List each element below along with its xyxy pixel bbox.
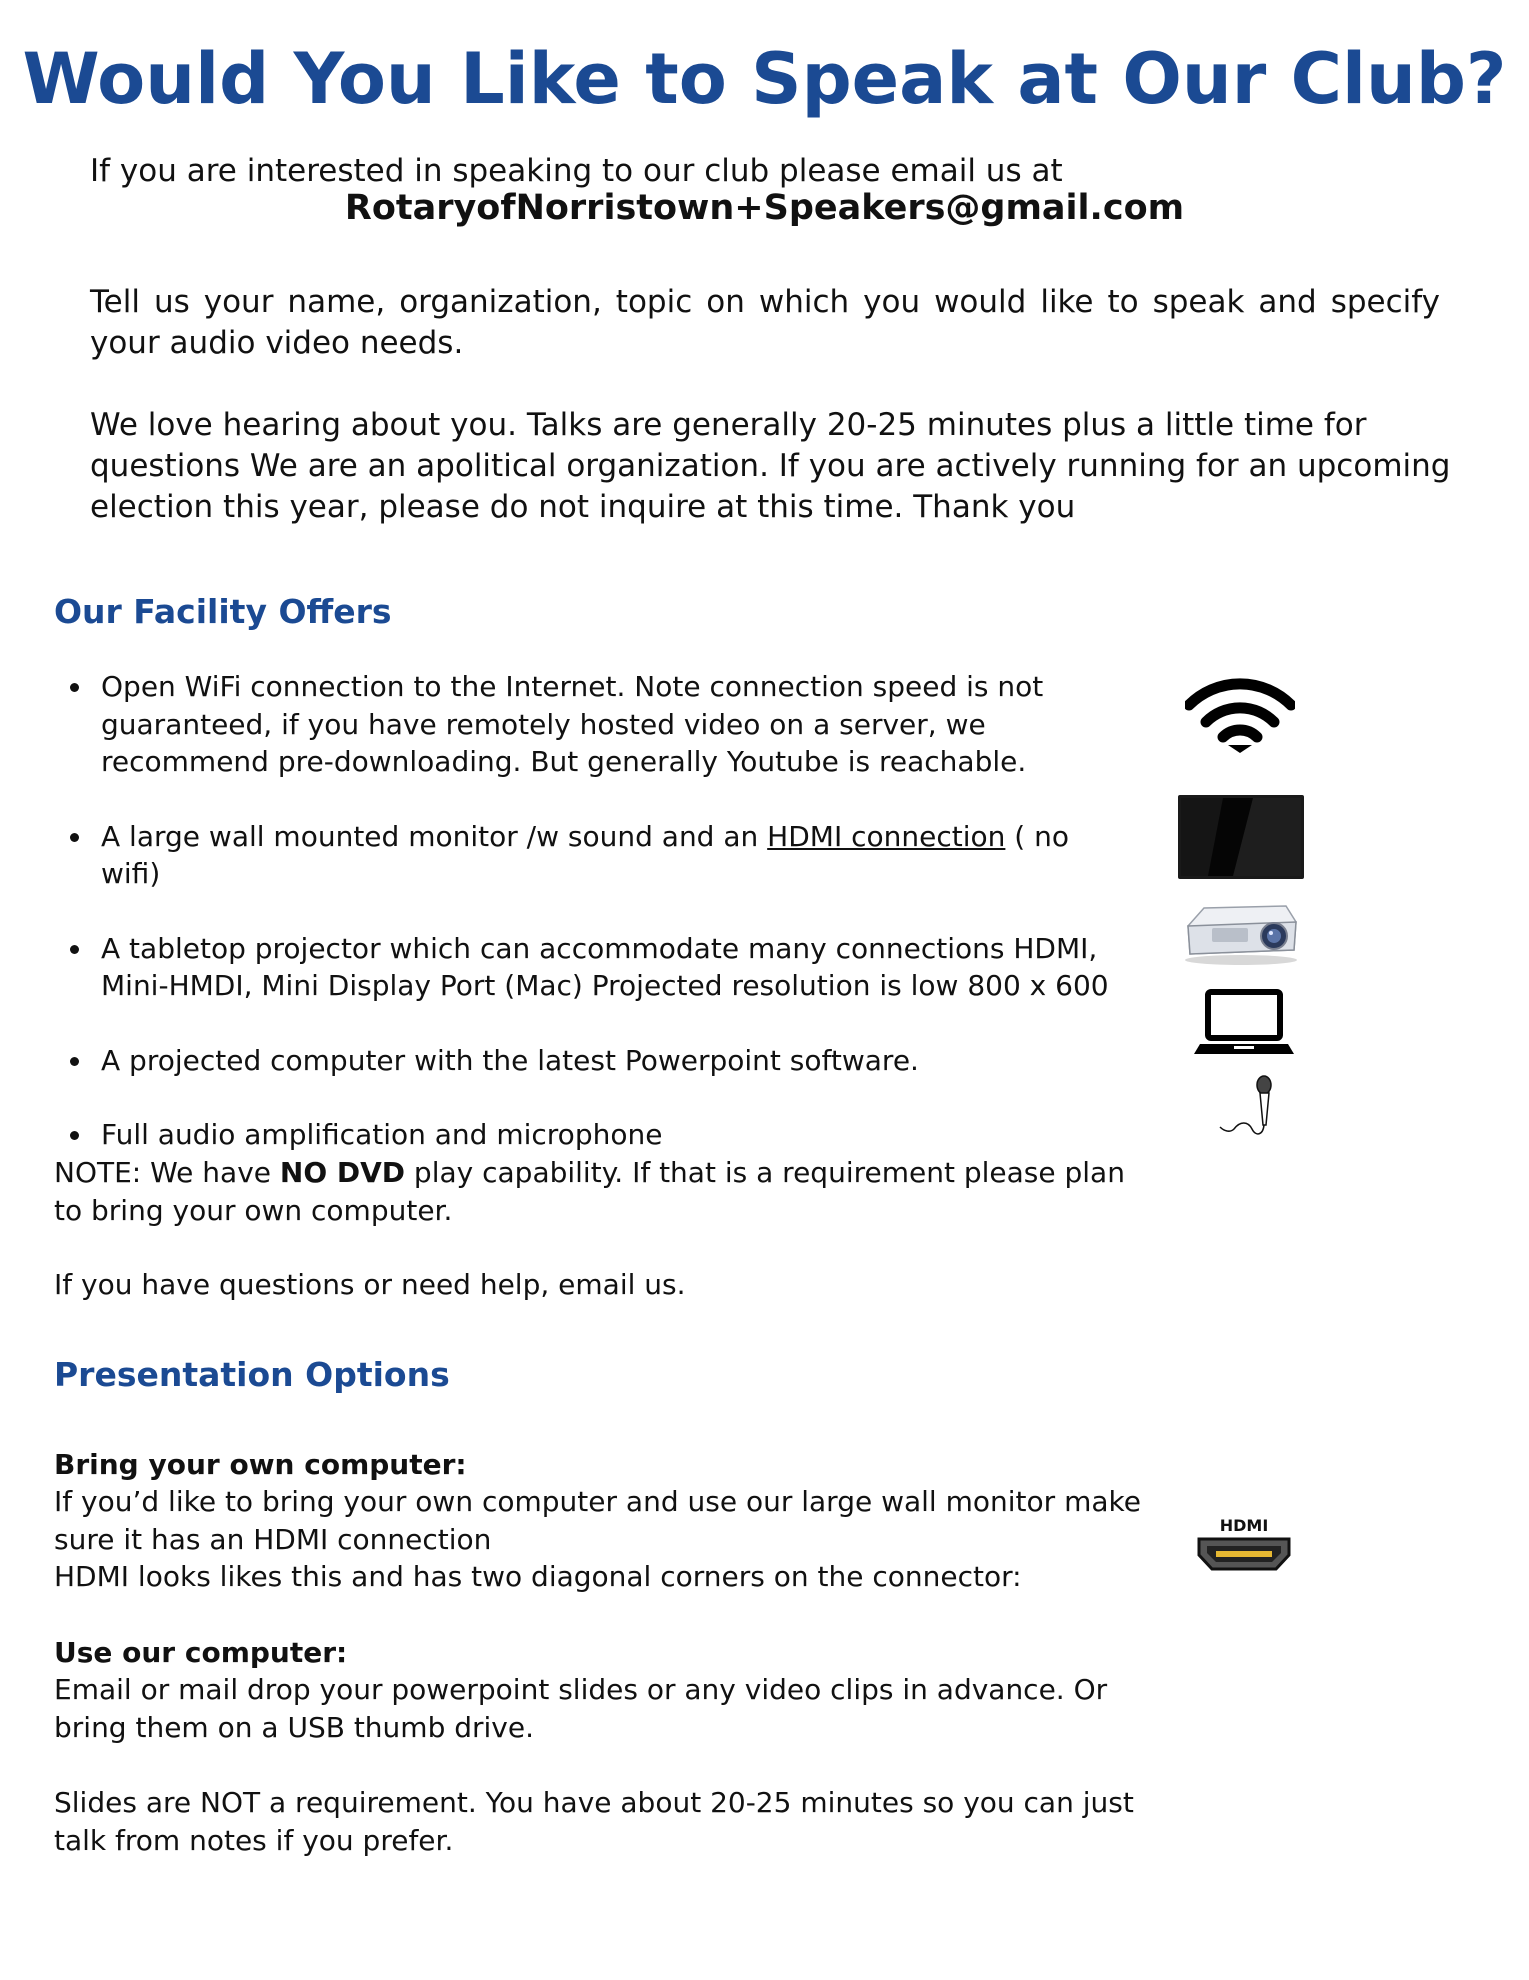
bullet-text: Open WiFi connection to the Internet. Note connection speed is not guaranteed, if you have remotely hosted video on a server, we recommend pre-downloading. But generally Youtube is reachable. — [101, 670, 1044, 778]
contact-email[interactable]: RotaryofNorristown+Speakers@gmail.com — [344, 188, 1185, 228]
wifi-icon — [1185, 675, 1295, 753]
dvd-note — [54, 1154, 1144, 1229]
intro-line: If you are interested in speaking to our club please email us at — [90, 153, 1063, 189]
presentation-heading: Presentation Options — [54, 1355, 450, 1394]
hdmi-description: HDMI looks likes this and has two diagonal corners on the connector: — [54, 1560, 1022, 1593]
bullet-text: Full audio amplification and microphone — [101, 1118, 663, 1151]
note-emphasis: NO DVD — [279, 1156, 406, 1189]
hdmi-icon — [1196, 1515, 1292, 1573]
facility-list — [54, 668, 1134, 1191]
our-computer-heading: Use our computer: — [54, 1636, 348, 1669]
microphone-icon — [1218, 1075, 1280, 1139]
intro-request: Tell us your name, organization, topic on which you would like to speak and specify your audio video needs. — [90, 284, 1440, 361]
laptop-icon — [1192, 988, 1296, 1056]
our-computer-text: Email or mail drop your powerpoint slides or any video clips in advance. Or bring them on a USB thumb drive. — [54, 1673, 1108, 1744]
note-text: play capability. If that is a requirement please plan to bring your own computer. — [54, 1156, 1125, 1227]
list-item — [54, 1116, 1134, 1154]
help-text: If you have questions or need help, email us. — [54, 1268, 686, 1301]
bullet-text: A projected computer with the latest Powerpoint software. — [101, 1043, 919, 1077]
hdmi-connection-link[interactable]: HDMI connection — [767, 819, 1006, 853]
list-item — [54, 930, 1134, 1005]
hdmi-icon-label: HDMI — [1219, 1516, 1269, 1535]
bullet-text: A large wall mounted monitor /w sound and an — [101, 819, 768, 853]
page-title: Would You Like to Speak at Our Club? — [22, 38, 1507, 120]
intro-policy: We love hearing about you. Talks are generally 20-25 minutes plus a little time for questions We are an apolitical organization. If you are actively running for an upcoming election this year, please do not inquire at this time. Thank you — [90, 407, 1451, 525]
list-item — [54, 1042, 1134, 1080]
slides-note: Slides are NOT a requirement. You have about 20-25 minutes so you can just talk from notes if you prefer. — [54, 1786, 1134, 1857]
list-item — [54, 668, 1134, 781]
projector-icon — [1182, 898, 1300, 966]
own-computer-text: If you’d like to bring your own computer and use our large wall monitor make sure it has an HDMI connection — [54, 1485, 1141, 1556]
bullet-text: A tabletop projector which can accommodate many connections HDMI, Mini-HMDI, Mini Display Port (Mac) Projected resolution is low 800 x 600 — [101, 931, 1109, 1002]
monitor-icon — [1178, 795, 1304, 879]
own-computer-heading: Bring your own computer: — [54, 1448, 467, 1481]
facility-heading: Our Facility Offers — [54, 592, 392, 631]
note-text: NOTE: We have — [54, 1156, 280, 1189]
bullet-text: ( no wifi) — [101, 819, 1069, 890]
list-item — [54, 818, 1134, 893]
